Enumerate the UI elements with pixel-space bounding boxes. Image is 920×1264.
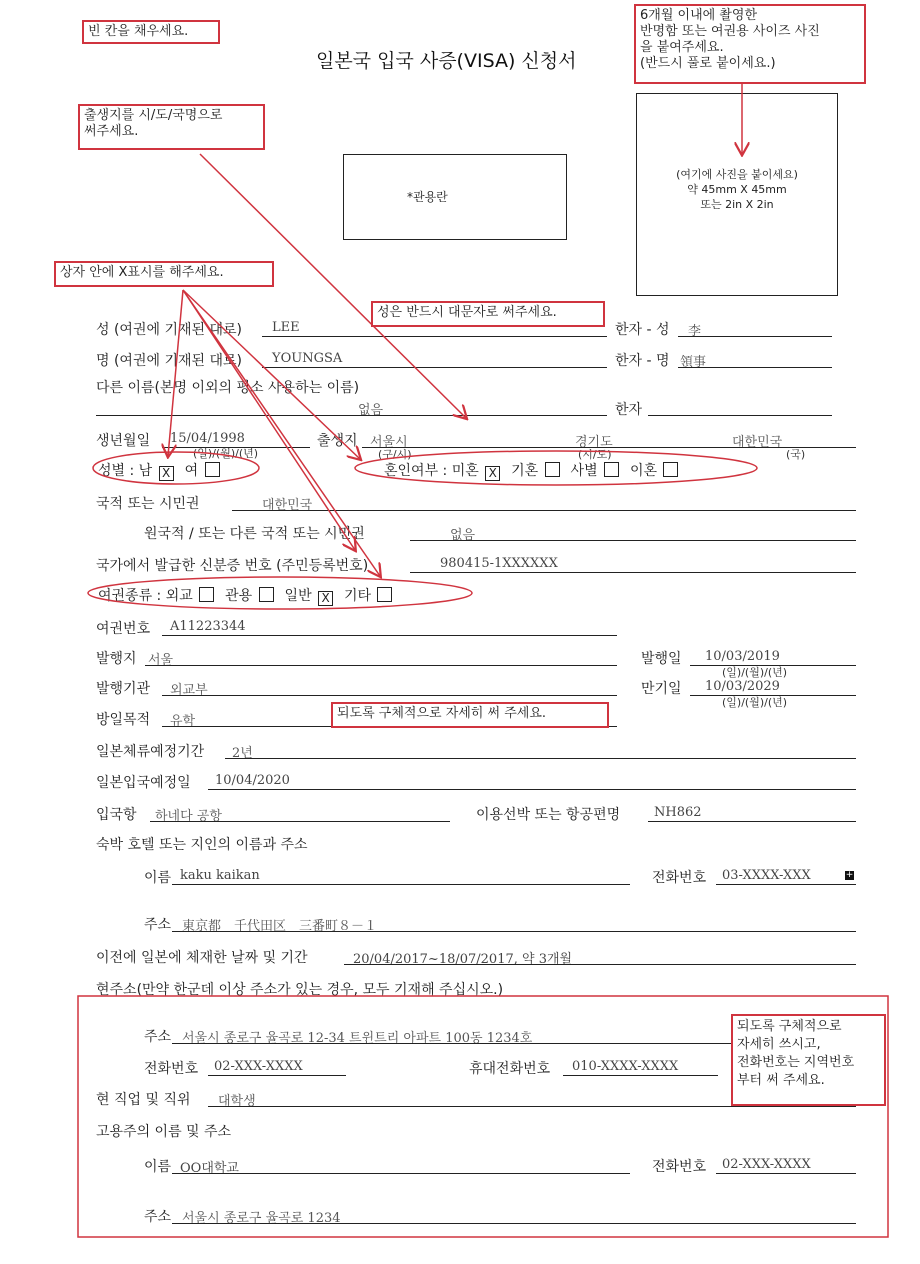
birthplace-sub-city: (구/시) xyxy=(378,448,412,461)
note-photo-l4: (반드시 풀로 붙이세요.) xyxy=(640,56,776,71)
note-checkbox: 상자 안에 X표시를 해주세요. xyxy=(54,261,274,287)
married-checkbox[interactable] xyxy=(545,462,560,477)
expiry-value[interactable]: 10/03/2029 xyxy=(705,679,780,694)
official-use-box xyxy=(343,154,567,240)
flight-value[interactable]: NH862 xyxy=(654,805,702,820)
hanja-surname-label: 한자 - 성 xyxy=(615,322,670,338)
former-nationality-value[interactable]: 없음 xyxy=(450,528,476,543)
hanja-given-value[interactable]: 領事 xyxy=(680,355,707,370)
official-use-label: *관용란 xyxy=(407,190,448,204)
sex-label: 성별 : 남 xyxy=(98,463,153,479)
stay-period-value[interactable]: 2년 xyxy=(232,746,253,761)
marital-field xyxy=(384,460,680,481)
female-label: 여 xyxy=(184,463,199,479)
issue-date-sub: (일)/(월)/(년) xyxy=(722,666,788,679)
surname-label: 성 (여권에 기재된 대로) xyxy=(96,322,242,338)
passport-no-label: 여권번호 xyxy=(96,621,151,637)
port-value[interactable]: 하네다 공항 xyxy=(155,809,222,824)
employer-label: 고용주의 이름 및 주소 xyxy=(96,1124,232,1140)
flight-label: 이용선박 또는 항공편명 xyxy=(476,807,621,823)
hotel-address-value[interactable]: 東京都 千代田区 三番町８－１ xyxy=(182,919,378,934)
female-checkbox[interactable] xyxy=(205,462,220,477)
widowed-label: 사별 xyxy=(570,463,598,479)
birthplace-city[interactable]: 서울시 xyxy=(370,435,408,450)
employer-phone-label: 전화번호 xyxy=(652,1159,707,1175)
employer-name-value[interactable]: OO대학교 xyxy=(180,1161,239,1176)
cur-phone-label: 전화번호 xyxy=(144,1061,199,1077)
passport-type-field xyxy=(98,585,394,606)
authority-label: 발행기관 xyxy=(96,681,151,697)
given-name-value[interactable]: YOUNGSA xyxy=(272,351,343,366)
id-number-value[interactable]: 980415-1XXXXXX xyxy=(440,556,558,571)
hotel-phone-label: 전화번호 xyxy=(652,870,707,886)
issue-place-value[interactable]: 서울 xyxy=(148,653,174,668)
sex-field xyxy=(98,460,222,481)
note-birthplace-l1: 출생지를 시/도/국명으로 xyxy=(84,108,223,123)
note-birthplace-l2: 써주세요. xyxy=(84,124,139,139)
employer-name-label: 이름 xyxy=(144,1159,172,1175)
other-hanja-label: 한자 xyxy=(615,402,643,418)
entry-date-value[interactable]: 10/04/2020 xyxy=(215,773,290,788)
hotel-phone-value[interactable]: 03-XXXX-XXX xyxy=(722,868,811,883)
passport-type-label: 여권종류 : 외교 xyxy=(98,588,193,604)
form-title: 일본국 입국 사증(VISA) 신청서 xyxy=(316,50,577,72)
passport-no-value[interactable]: A11223344 xyxy=(170,619,246,634)
note-address-l4: 부터 써 주세요. xyxy=(737,1073,825,1088)
note-address-l3: 전화번호는 지역번호 xyxy=(737,1055,855,1070)
dob-sub: (일)/(월)/(년) xyxy=(193,447,259,460)
surname-value[interactable]: LEE xyxy=(272,320,300,335)
entry-date-label: 일본입국예정일 xyxy=(96,775,191,791)
marital-label: 혼인여부 : 미혼 xyxy=(384,463,479,479)
cur-address-value[interactable]: 서울시 종로구 율곡로 12-34 트윈트리 아파트 100동 1234호 xyxy=(182,1031,533,1046)
birthplace-sub-province: (시/도) xyxy=(578,448,612,461)
cur-address-label: 주소 xyxy=(144,1029,172,1045)
hotel-name-label: 이름 xyxy=(144,870,172,886)
note-photo xyxy=(634,4,866,84)
note-photo-l3: 을 붙여주세요. xyxy=(640,40,724,55)
photo-instructions xyxy=(636,167,838,212)
official-label: 관용 xyxy=(225,588,253,604)
issue-date-value[interactable]: 10/03/2019 xyxy=(705,649,780,664)
occupation-value[interactable]: 대학생 xyxy=(218,1094,256,1109)
widowed-checkbox[interactable] xyxy=(604,462,619,477)
note-fill-blanks: 빈 칸을 채우세요. xyxy=(82,20,220,44)
note-specific: 되도록 구체적으로 자세히 써 주세요. xyxy=(331,702,609,728)
prev-stay-label: 이전에 일본에 체재한 날짜 및 기간 xyxy=(96,950,308,966)
issue-place-label: 발행지 xyxy=(96,651,137,667)
other-names-value[interactable]: 없음 xyxy=(358,403,384,418)
ordinary-checkbox[interactable]: X xyxy=(318,591,333,606)
note-photo-l2: 반명함 또는 여권용 사이즈 사진 xyxy=(640,24,820,39)
ordinary-label: 일반 xyxy=(284,588,312,604)
cur-phone-value[interactable]: 02-XXX-XXXX xyxy=(214,1059,303,1074)
note-uppercase: 성은 반드시 대문자로 써주세요. xyxy=(371,301,605,327)
diplomatic-checkbox[interactable] xyxy=(199,587,214,602)
hotel-label: 숙박 호텔 또는 지인의 이름과 주소 xyxy=(96,837,308,853)
stay-period-label: 일본체류예정기간 xyxy=(96,744,205,760)
other-names-label: 다른 이름(본명 이외의 평소 사용하는 이름) xyxy=(96,380,360,396)
note-address xyxy=(731,1014,886,1106)
official-checkbox[interactable] xyxy=(259,587,274,602)
port-label: 입국항 xyxy=(96,807,137,823)
other-label: 기타 xyxy=(343,588,372,604)
purpose-label: 방일목적 xyxy=(96,712,151,728)
purpose-value[interactable]: 유학 xyxy=(170,714,196,729)
note-photo-l1: 6개월 이내에 촬영한 xyxy=(640,8,757,23)
male-checkbox[interactable]: X xyxy=(159,466,174,481)
cur-mobile-label: 휴대전화번호 xyxy=(469,1061,551,1077)
expiry-sub: (일)/(월)/(년) xyxy=(722,696,788,709)
single-checkbox[interactable]: X xyxy=(485,466,500,481)
authority-value[interactable]: 외교부 xyxy=(170,683,208,698)
former-nationality-label: 원국적 / 또는 다른 국적 또는 시민권 xyxy=(144,526,365,542)
issue-date-label: 발행일 xyxy=(641,651,682,667)
note-birthplace xyxy=(78,104,265,150)
photo-line-2: 약 45mm X 45mm xyxy=(687,183,787,196)
birthplace-province[interactable]: 경기도 xyxy=(575,435,613,450)
given-name-label: 명 (여권에 기재된 대로) xyxy=(96,353,242,369)
expand-icon[interactable]: + xyxy=(845,870,854,880)
employer-address-label: 주소 xyxy=(144,1209,172,1225)
current-address-label: 현주소(만약 한군데 이상 주소가 있는 경우, 모두 기재해 주십시오.) xyxy=(96,982,504,998)
birthplace-country[interactable]: 대한민국 xyxy=(732,435,783,450)
birthplace-label: 출생지 xyxy=(317,433,358,449)
birthplace-sub-country: (국) xyxy=(786,448,806,461)
married-label: 기혼 xyxy=(511,463,539,479)
hanja-surname-value[interactable]: 李 xyxy=(688,324,702,339)
photo-line-3: 또는 2in X 2in xyxy=(700,198,774,211)
photo-line-1: (여기에 사진을 붙이세요) xyxy=(676,168,798,181)
employer-phone-value[interactable]: 02-XXX-XXXX xyxy=(722,1157,811,1172)
nationality-value[interactable]: 대한민국 xyxy=(262,498,313,513)
nationality-label: 국적 또는 시민권 xyxy=(96,496,200,512)
divorced-checkbox[interactable] xyxy=(663,462,678,477)
expiry-label: 만기일 xyxy=(641,681,682,697)
note-address-l1: 되도록 구체적으로 xyxy=(737,1019,842,1034)
employer-address-value[interactable]: 서울시 종로구 율곡로 1234 xyxy=(182,1211,341,1226)
prev-stay-value[interactable]: 20/04/2017~18/07/2017, 약 3개월 xyxy=(353,952,573,967)
id-number-label: 국가에서 발급한 신분증 번호 (주민등록번호) xyxy=(96,558,369,574)
hotel-name-value[interactable]: kaku kaikan xyxy=(180,868,260,883)
other-checkbox[interactable] xyxy=(377,587,392,602)
dob-value[interactable]: 15/04/1998 xyxy=(170,431,245,446)
occupation-label: 현 직업 및 직위 xyxy=(96,1092,191,1108)
cur-mobile-value[interactable]: 010-XXXX-XXXX xyxy=(572,1059,679,1074)
note-address-l2: 자세히 쓰시고, xyxy=(737,1037,821,1052)
dob-label: 생년월일 xyxy=(96,433,151,449)
hotel-address-label: 주소 xyxy=(144,917,172,933)
divorced-label: 이혼 xyxy=(629,463,658,479)
hanja-given-label: 한자 - 명 xyxy=(615,353,670,369)
